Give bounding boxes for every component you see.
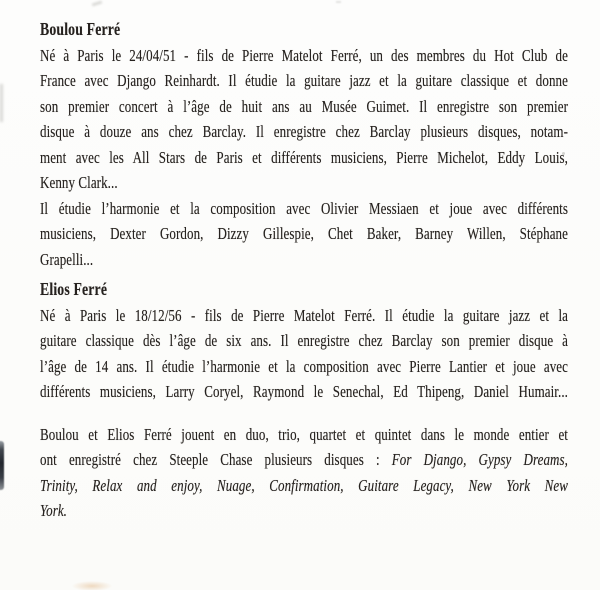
text-block: [40, 17, 568, 524]
paragraph-boulou-bio-2: [40, 196, 568, 273]
album-titles-italic: Trinity, Relax and enjoy, Nuage, Confirmation, Guitare Legacy, New York New: [40, 475, 568, 495]
album-titles-italic: For Django, Gypsy Dreams,: [391, 450, 568, 469]
text-line: différents musiciens, Larry Coryel, Raymond le Senechal, Ed Thipeng, Daniel Humair...: [40, 382, 568, 401]
text-line: guitare classique dès l’âge de six ans. Il enregistre chez Barclay son premier disque à: [40, 331, 568, 350]
text-line: l’âge de 14 ans. Il étudie l’harmonie et la composition avec Pierre Lantier et joue avec: [40, 356, 568, 376]
album-titles-italic: York.: [40, 501, 68, 520]
paragraph-boulou-bio-1: [40, 43, 568, 196]
text-line: musiciens, Dexter Gordon, Dizzy Gillespie, Chet Baker, Barney Willen, Stéphane: [40, 224, 568, 243]
text-line: Né à Paris le 18/12/56 - fils de Pierre Matelot Ferré. Il étudie la guitare jazz et la: [40, 305, 568, 325]
text-line: son premier concert à l’âge de huit ans au Musée Guimet. Il enregistre son premier: [40, 96, 568, 116]
text-line: ment avec les All Stars de Paris et différents musiciens, Pierre Michelot, Eddy Louis,: [40, 147, 568, 167]
text-line: Boulou et Elios Ferré jouent en duo, trio, quartet et quintet dans le monde entier et: [40, 424, 568, 444]
scan-artifact-top-speck: [92, 1, 102, 7]
scan-artifact-left-dark-mark: [0, 441, 4, 490]
paragraph-duo-discography: [40, 422, 568, 524]
text-run-roman: ont enregistré chez Steeple Chase plusieurs disques :: [40, 450, 392, 469]
text-line: Grapelli...: [40, 249, 94, 269]
text-line: Il étudie l’harmonie et la composition avec Olivier Messiaen et joue avec différents: [40, 198, 568, 218]
text-line: Kenny Clark...: [40, 173, 118, 192]
text-line: France avec Django Reinhardt. Il étudie la guitare jazz et la guitare classique et donne: [40, 71, 568, 90]
paragraph-elios-bio: [40, 303, 568, 405]
artist-heading-elios-ferre: Elios Ferré: [40, 279, 108, 299]
scan-artifact-bottom-tan-smudge: [72, 581, 112, 590]
artist-heading-boulou-ferre: Boulou Ferré: [40, 19, 121, 39]
scan-artifact-top-mid-speck: [336, 1, 341, 3]
text-line: disque à douze ans chez Barclay. Il enregistre chez Barclay plusieurs disques, notam-: [40, 122, 568, 141]
scan-artifact-left-faint-smudge: [0, 84, 3, 122]
liner-notes-column: [40, 17, 568, 524]
text-line: [40, 447, 568, 473]
text-line: Né à Paris le 24/04/51 - fils de Pierre Matelot Ferré, un des membres du Hot Club de: [40, 45, 568, 65]
